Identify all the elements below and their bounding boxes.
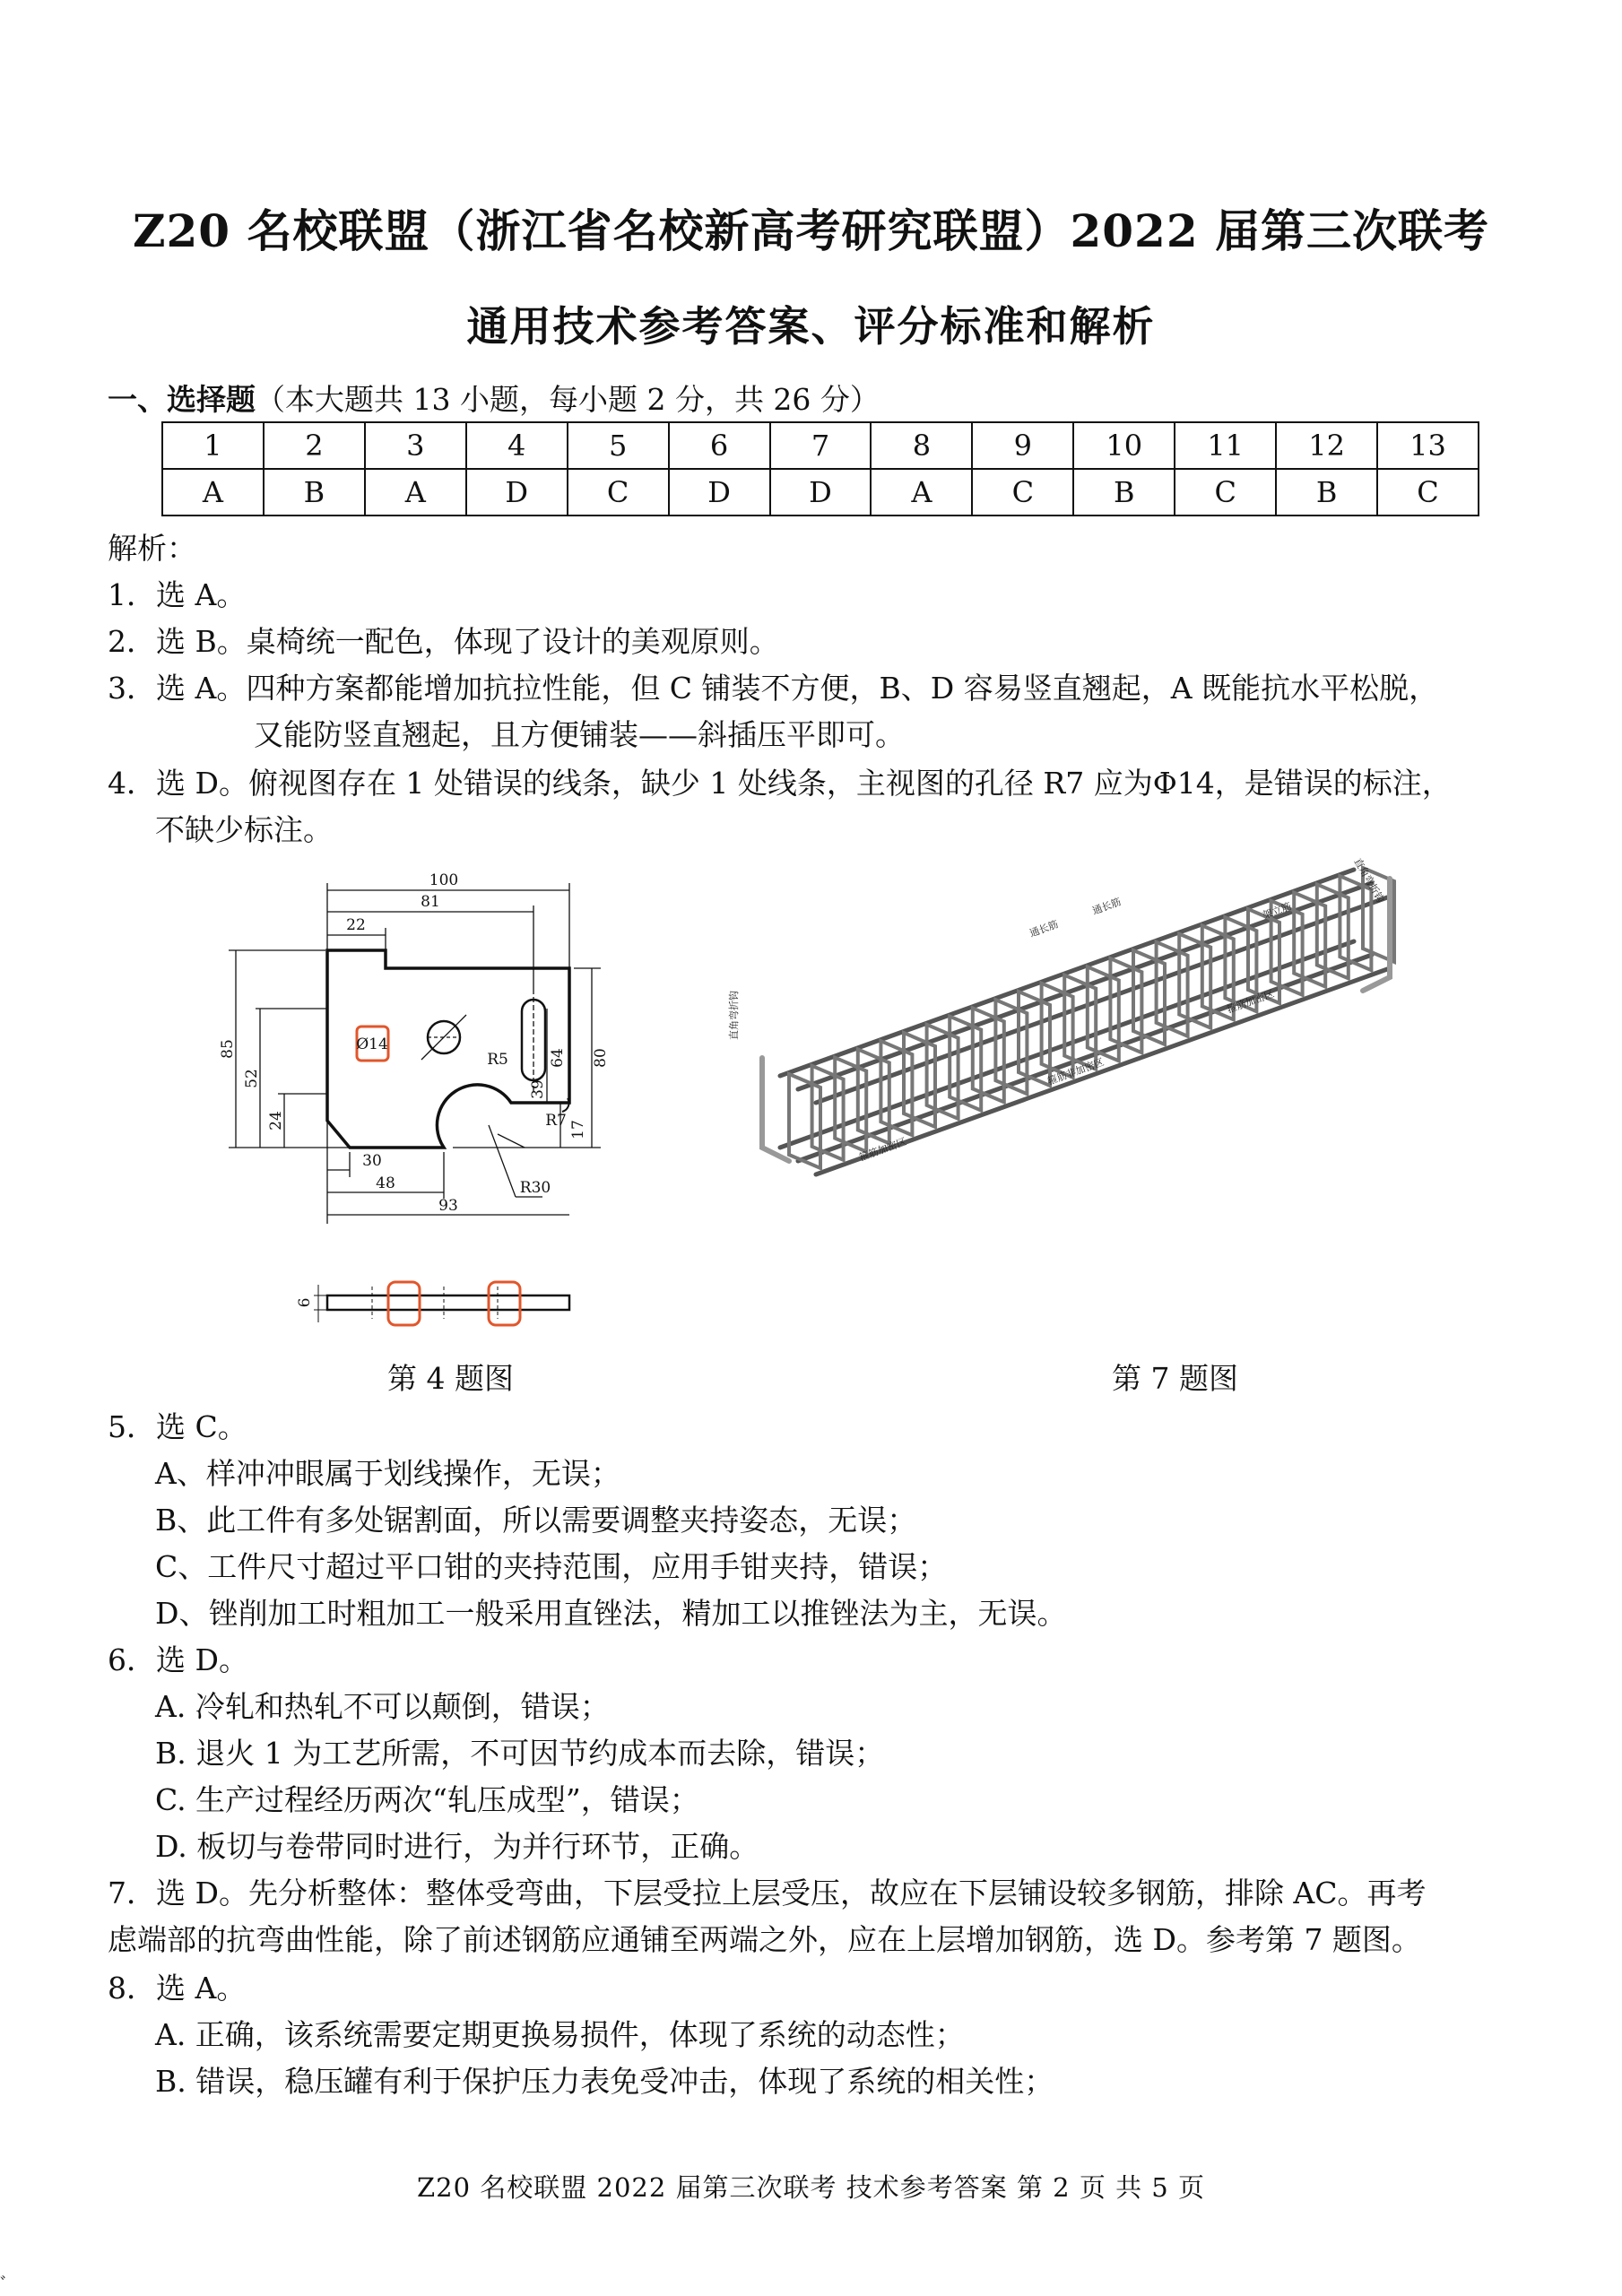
answer-q5-b: B、此工件有多处锯割面，所以需要调整夹持姿态，无误； xyxy=(155,1503,917,1538)
answer-choice-cell: B xyxy=(1276,469,1377,516)
dim-100: 100 xyxy=(429,871,459,889)
answer-q4-line2: 不缺少标注。 xyxy=(155,812,333,847)
answer-q7-line1: 7．选 D。先分析整体：整体受弯曲，下层受拉上层受压，故应在下层铺设较多钢筋，排除 AC。再考 xyxy=(108,1876,1427,1910)
figure-7-caption: 第 7 题图 xyxy=(1112,1361,1238,1396)
question-number-cell: 7 xyxy=(770,422,872,469)
answer-q5-a: A、样冲冲眼属于划线操作，无误； xyxy=(155,1456,620,1491)
answer-q3-line1: 3．选 A。四种方案都能增加抗拉性能，但 C 铺装不方便，B、D 容易竖直翘起，A 既能抗水平松脱， xyxy=(108,671,1439,706)
answer-choice-cell: A xyxy=(871,469,972,516)
answer-q1: 1．选 A。 xyxy=(108,577,247,612)
answer-q6: 6．选 D。 xyxy=(108,1642,248,1677)
dim-17: 17 xyxy=(569,1120,587,1139)
answer-q6-d: D. 板切与卷带同时进行，为并行环节，正确。 xyxy=(155,1829,759,1864)
question-number-cell: 11 xyxy=(1175,422,1276,469)
answer-q4-line1: 4．选 D。俯视图存在 1 处错误的线条，缺少 1 处线条，主视图的孔径 R7 应为Φ14，是错误的标注， xyxy=(108,766,1452,801)
answer-choice-cell: A xyxy=(365,469,466,516)
question-number-cell: 1 xyxy=(162,422,264,469)
answer-q5-c: C、工件尺寸超过平口钳的夹持范围，应用手钳夹持，错误； xyxy=(155,1549,948,1584)
page-title: Z20 名校联盟（浙江省名校新高考研究联盟）2022 届第三次联考 xyxy=(132,204,1490,257)
dim-85: 85 xyxy=(219,1039,237,1059)
answer-q5-d: D、锉削加工时粗加工一般采用直锉法，精加工以推锉法为主，无误。 xyxy=(155,1596,1067,1631)
dim-r30: R30 xyxy=(519,1179,551,1197)
answer-table xyxy=(161,421,1479,516)
answer-choice-cell: C xyxy=(972,469,1073,516)
section-heading xyxy=(108,377,880,419)
section-note: （本大题共 13 小题，每小题 2 分，共 26 分） xyxy=(256,382,880,417)
dim-81: 81 xyxy=(421,893,440,911)
dim-phi14: Ø14 xyxy=(356,1035,388,1053)
question-number-cell: 13 xyxy=(1377,422,1479,469)
dim-48: 48 xyxy=(376,1174,395,1192)
answer-choice-cell: C xyxy=(1175,469,1276,516)
fig7-label-6: 箍筋加密区 xyxy=(857,1135,908,1164)
answer-q6-b: B. 退火 1 为工艺所需，不可因节约成本而去除，错误； xyxy=(155,1736,885,1771)
answer-choice-cell: B xyxy=(1073,469,1175,516)
dim-93: 93 xyxy=(438,1197,458,1215)
question-number-cell: 4 xyxy=(466,422,568,469)
dim-r5: R5 xyxy=(487,1051,508,1069)
answer-q7-line2: 虑端部的抗弯曲性能，除了前述钢筋应通铺至两端之外，应在上层增加钢筋，选 D。参考第 7 题图。 xyxy=(108,1922,1421,1957)
answer-choice-cell: B xyxy=(264,469,365,516)
answer-q6-c: C. 生产过程经历两次“轧压成型”，错误； xyxy=(155,1782,699,1817)
figure-4-drawing xyxy=(219,856,610,1354)
answer-q6-a: A. 冷轧和热轧不可以颠倒，错误； xyxy=(155,1689,610,1724)
dim-39: 39 xyxy=(529,1079,547,1099)
figure-7-rebar-cage xyxy=(726,852,1408,1228)
answer-choice-row xyxy=(162,469,1479,516)
answer-number-row xyxy=(162,422,1479,469)
answer-q8-b: B. 错误，稳压罐有利于保护压力表免受冲击，体现了系统的相关性； xyxy=(155,2064,1054,2099)
dim-r7: R7 xyxy=(545,1112,567,1130)
question-number-cell: 2 xyxy=(264,422,365,469)
answer-q8-a: A. 正确，该系统需要定期更换易损件，体现了系统的动态性； xyxy=(155,2017,965,2052)
answer-choice-cell: C xyxy=(1377,469,1479,516)
dim-6: 6 xyxy=(296,1297,314,1308)
answer-choice-cell: D xyxy=(669,469,770,516)
analysis-label: 解析： xyxy=(108,531,196,566)
dim-30: 30 xyxy=(362,1152,382,1170)
answer-choice-cell: A xyxy=(162,469,264,516)
fig7-label-8: 直角弯折钩 xyxy=(1351,856,1387,905)
question-number-cell: 9 xyxy=(972,422,1073,469)
question-number-cell: 12 xyxy=(1276,422,1377,469)
dim-52: 52 xyxy=(243,1069,261,1088)
question-number-cell: 6 xyxy=(669,422,770,469)
answer-choice-cell: D xyxy=(770,469,872,516)
page-footer: Z20 名校联盟 2022 届第三次联考 技术参考答案 第 2 页 共 5 页 xyxy=(417,2172,1205,2203)
question-number-cell: 3 xyxy=(365,422,466,469)
answer-q2: 2．选 B。桌椅统一配色，体现了设计的美观原则。 xyxy=(108,624,779,659)
question-number-cell: 8 xyxy=(871,422,972,469)
answer-q5: 5．选 C。 xyxy=(108,1409,247,1444)
fig7-label-4: 箍筋加密区 xyxy=(1225,987,1276,1016)
dim-24: 24 xyxy=(267,1111,285,1131)
answer-choice-cell: C xyxy=(568,469,669,516)
answer-q3-line2: 又能防竖直翘起，且方便铺装——斜插压平即可。 xyxy=(254,717,905,752)
dim-22: 22 xyxy=(346,916,366,934)
question-number-cell: 5 xyxy=(568,422,669,469)
section-label: 一、选择题 xyxy=(108,382,256,417)
answer-choice-cell: D xyxy=(466,469,568,516)
corner-mark: ﾞ xyxy=(0,2274,9,2295)
question-number-cell: 10 xyxy=(1073,422,1175,469)
fig7-label-2: 通长筋 xyxy=(1090,896,1123,917)
dim-64: 64 xyxy=(549,1048,567,1068)
highlight-box xyxy=(388,1282,420,1325)
dim-80: 80 xyxy=(592,1048,610,1068)
figure-4-caption: 第 4 题图 xyxy=(387,1361,514,1396)
answer-q8: 8．选 A。 xyxy=(108,1971,247,2006)
fig7-label-5: 箍筋非加密区 xyxy=(1045,1056,1106,1087)
fig7-label-3: 架立筋 xyxy=(1261,900,1294,922)
fig7-label-7: 直角弯折钩 xyxy=(728,991,740,1040)
highlight-box xyxy=(489,1282,520,1325)
page-subtitle: 通用技术参考答案、评分标准和解析 xyxy=(466,302,1156,351)
fig7-label-1: 通长筋 xyxy=(1028,918,1061,940)
